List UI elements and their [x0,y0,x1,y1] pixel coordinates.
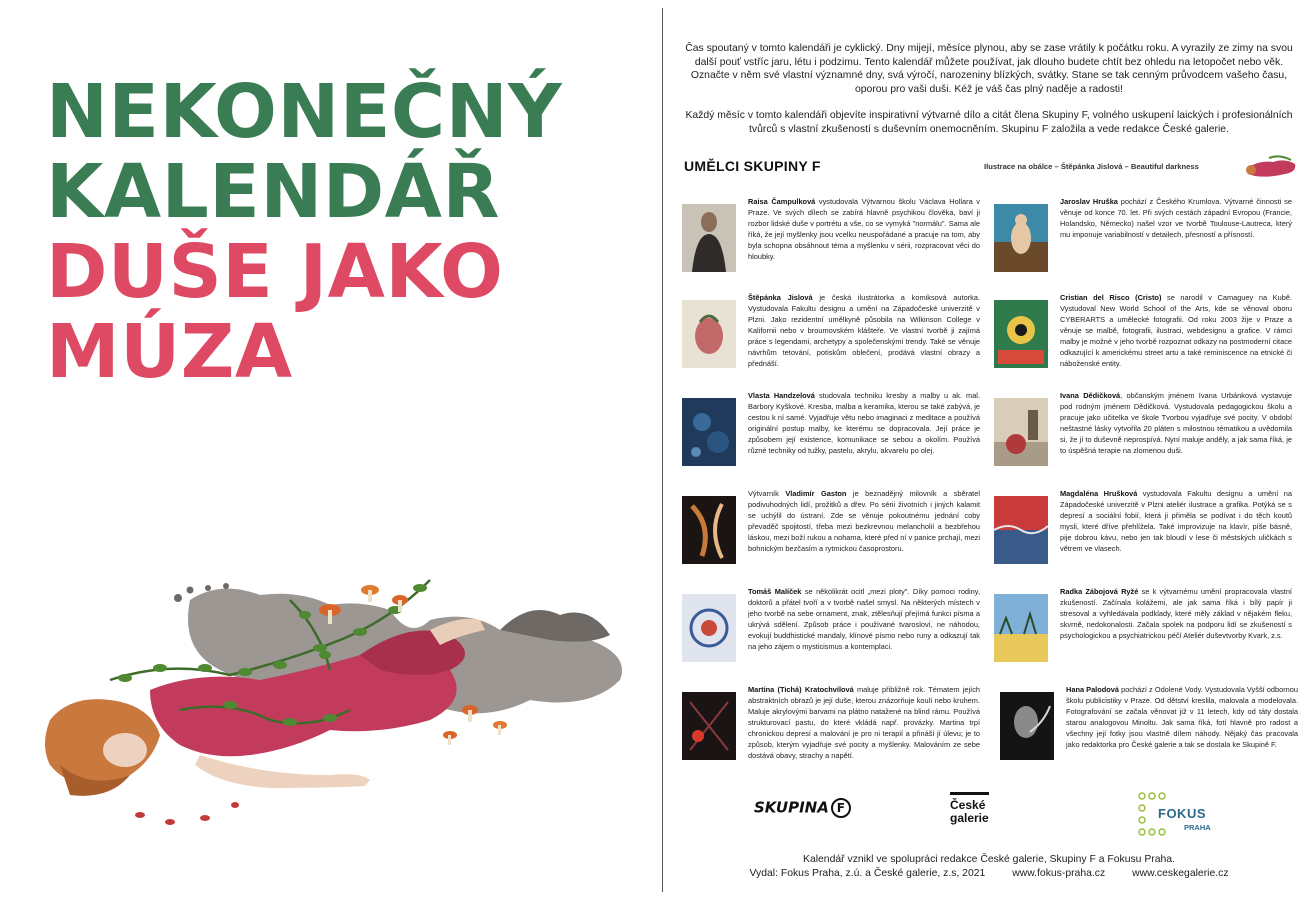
fokus-praha-logo [1134,788,1234,838]
cover-illustration-note: Ilustrace na obálce – Štěpánka Jislová – Beautiful darkness [984,162,1199,171]
artist-name: Raisa Čampulková [748,197,816,206]
artist-bio [748,586,980,652]
artist-bio [748,196,980,262]
skupina-logo-mark: F [831,798,851,818]
artist-name: Ivana Dědičková [1060,391,1121,400]
partner-logos [744,788,1264,838]
artist-entry [682,390,982,486]
footer-publisher: Vydal: Fokus Praha, z.ú. a České galerie, z.s, 2021 [749,868,986,879]
artwork-thumbnail [994,398,1048,466]
fokus-logo-name: FOKUS [1158,806,1206,821]
artist-name: Cristian del Risco (Cristo) [1060,293,1162,302]
artwork-thumbnail [994,204,1048,272]
artist-bio [748,488,980,554]
artist-name: Hana Palodová [1066,685,1120,694]
artist-bio [1060,488,1292,554]
artist-entry [994,488,1294,584]
artist-text: vystudovala Fakultu designu a umění na Západočeské univerzitě v Plzni ateliér ilustrace a grafika. Potýká se s depresí a sociální fobií, která ji přiměla se podívat i do těch koutů mysli, které dříve přehlížela. Také improvizuje na klavír, píše básně, pije dobrou kávu, nebo jen tak bloudí v lese či městských uličkách s větrem ve vlasech. [1060,489,1292,553]
artist-text: se narodil v Camaguey na Kubě. Vystudoval New World School of the Arts, kde se věnoval oboru CYBERARTS a umělecké fotografii. Od roku 2003 žije v Praze a věnuje se malbě, fotografii, ilustraci, webdesignu a grafice. V rámci malby je možné v jeho tvorbě rozpoznat odkazy na postmoderní citace odkazující k americkému street artu a také reminiscence na etnické či náboženské entity. [1060,293,1292,368]
artist-name: Martina (Tichá) Kratochvílová [748,685,854,694]
fokus-logo-city: PRAHA [1184,823,1211,832]
artist-name: Vlasta Handzelová [748,391,815,400]
artist-name: Tomáš Malíček [748,587,802,596]
artist-entry [1000,684,1300,780]
artist-bio [1060,196,1292,240]
artist-entry [994,586,1294,682]
artist-text: se několikrát ocitl „mezi ploty". Díky pomoci rodiny, doktorů a přátel tvoří a v tvorbě našel smysl. Na některých místech v jeho tvorbě na sebe ornament, znak, ztělesňují přejímá funkci písma a ukrývá sdělení. Způsob práce i používané tvarosloví, ne náhodou, evokují buddhistické mandaly, klínové písmo nebo runy a odkazují tak na jeho zájem o mysticismus a kontemplaci. [748,587,980,651]
artwork-thumbnail [994,300,1048,368]
artist-entry [682,196,982,292]
artist-bio [748,390,980,456]
artist-name: Štěpánka Jislová [748,293,813,302]
title-line-1: NEKONEČNÝ [46,69,563,155]
footer-line-1: Kalendář vznikl ve spolupráci redakce České galerie, Skupiny F a Fokusu Praha. [803,854,1175,865]
artist-entry [994,390,1294,486]
artist-text: , občanským jménem Ivana Urbánková vystavuje pod rodným jménem Dědičková. Vystudovala pedagogickou školu a pracuje jako učitelka ve škole Tvorbou vyjadřuje své pocity. V období neštastné lásky vytvořila 20 pláten s milostnou tématikou a uvědomila si, že jí to duševně neprospívá. Nyní maluje anděly, a jak sama říká, je to úspěšná terapie na zlomenou duši. [1060,391,1292,455]
artwork-thumbnail [682,300,736,368]
artwork-thumbnail [682,692,736,760]
artist-prefix: Výtvarník [748,489,786,498]
artwork-thumbnail [994,496,1048,564]
artwork-thumbnail [994,594,1048,662]
cover-illustration [30,560,650,835]
intro-text [684,42,1294,150]
artwork-thumbnail [1000,692,1054,760]
artwork-thumbnail [682,594,736,662]
ceske-logo-line1: České [950,798,986,812]
intro-paragraph-1: Čas spoutaný v tomto kalendáři je cyklický. Dny mijejí, měsíce plynou, aby se zase vrátily k počátku roku. A vyrazily ze zimy na svou další pouť vstříc jaru, létu i podzimu. Tento kalendář můžete používat, jak dlouho budete chtít bez ohledu na letopočet nebo věk. Označte v něm své vlastní významné dny, svá výročí, narozeniny blízkých, svátky. Stane se tak cenným průvodcem vašeho času, oporou pro vaši duši. Kéž je váš čas plný naděje a radosti! [685,43,1293,95]
artist-name: Radka Zábojová Ryžé [1060,587,1139,596]
footer-link-fokus[interactable]: www.fokus-praha.cz [1012,868,1106,879]
artist-entry [994,292,1294,388]
intro-paragraph-2: Každý měsíc v tomto kalendáři objevíte inspirativní výtvarné dílo a citát člena Skupiny F, volného uskupení laických i profesionálních tvůrců s vlastní zkušeností s duševním onemocněním. Skupinu F založila a vede redakce České galerie. [685,110,1293,135]
skupina-f-logo [754,798,851,818]
artist-bio [1060,586,1292,641]
ceske-galerie-logo [950,792,989,825]
artist-text: je beznadějný milovník a sběratel podivuhodných lidí, prožitků a dřev. Po sérii životních i jiných kalamit se uchýlil do ústraní. Zde se věnuje pokoutnému jednání coby převaděč spojitostí, třeba mezi bezkrevnou melancholií a bezbřehou láskou, mezi boží rukou a nohama, které před ní v panice prchají, mezi bohnickým bezčasím a rytmickou časoprostoru. [748,489,980,553]
info-page [664,0,1314,900]
artwork-thumbnail [682,496,736,564]
artist-text: se k výtvarnému umění propracovala vlastní zkušeností. Začínala kolážemi, ale jak sama říká i bílý papír ji stresoval a vyhledávala podklady, které měly základ v nějakém fleku, skvrně, nedokonalosti. Začala spolek na podporu lidí se zkušeností s psychologickou a psychiatrickou péčí Ateliér duševtvorby Kvark, z.s. [1060,587,1292,640]
artist-name: Vladimír Gaston [785,489,847,498]
footer-link-ceske[interactable]: www.ceskegalerie.cz [1132,868,1229,879]
cover-thumbnail [1239,150,1301,182]
artist-entry [682,292,982,388]
skupina-logo-text: SKUPINA [754,798,829,817]
artist-name: Jaroslav Hruška [1060,197,1118,206]
artist-text: vystudovala Výtvarnou školu Václava Hollara v Praze. Ve svých dílech se zabírá hlavně psychikou člověka, baví ji rozbor lidské duše v portrétu a vše, co se vymyká "normálu". Sama ale říká, že její myšlenky jsou vcelku neuspořádané a pracuje na tom, aby byla schopna obsáhnout téma a myšlenku v sérii, rozpracovat věci do hloubky. [748,197,980,261]
artist-entry [682,488,982,584]
cover-title [46,69,563,395]
artist-bio [1060,292,1292,369]
artist-entry [994,196,1294,292]
artist-entry [682,586,982,682]
page-divider [662,8,663,892]
artist-bio [1060,390,1292,456]
artist-text: pochází z Českého Krumlova. Výtvarné činnosti se věnuje od konce 70. let. Při svých cestách západní Evropou (Francie, Holandsko, Německo) našel vzor ve tvorbě Toulouse-Lautreca, který mu imponuje variabilností v detailech, přesností a přísností. [1060,197,1292,239]
artist-name: Magdaléna Hrušková [1060,489,1138,498]
artwork-thumbnail [682,398,736,466]
artist-entry [682,684,982,780]
artist-text: studovala techniku kresby a malby u ak. mal. Barbory Kyškové. Kresba, malba a keramika, kterou se také zabývá, je cestou k ní samé. Vyjadřuje větu nebo imaginaci z meditace a používá originální postup malby, ke kterému se dopracovala. Její práce je způsobem její existence, komunikace se sebou a okolím. Používá různé techniky od tužky, pastelu, akrylu, akvarelu po olej. [748,391,980,455]
title-line-4: MÚZA [46,309,293,395]
footer-line-2 [684,867,1294,881]
title-line-3: DUŠE JAKO [46,229,504,315]
artist-text: je česká ilustrátorka a komiksová autorka. Vystudovala Fakultu designu a umění na Západočeské univerzitě v Plzni. Jako rezidentní umělkyně působila na Wilkinson College v Kalifornii nebo v broumovském klášteře. Ve vlastní tvorbě ji zajímá práce s legendami, archetypy a společenskými trendy. Také se věnuje návrhům tetování, potiskům oblečení, prodává vlastní obrazy a přednáší. [748,293,981,368]
artwork-thumbnail [682,204,736,272]
footer [684,853,1294,881]
ceske-logo-line2: galerie [950,811,989,825]
artist-text: pochází z Odolené Vody. Vystudovala Vyšší odbornou školu publicistiky v Praze. Od dětství kreslila, malovala a modelovala. Fotografování se začala věnovat již v 11 letech, kdy od táty dostala starou analogovou Minoltu. Jak sama říká, fotí hlavně pro radost a všechny její fotky jsou vlastně dílem náhody. Nějaký čas pracovala jako redaktorka pro České galerie a tak se dostala ke Skupině F. [1066,685,1299,749]
artist-bio [748,292,980,369]
artist-bio [748,684,980,761]
artists-heading: UMĚLCI SKUPINY F [684,158,821,174]
artist-bio [1066,684,1298,750]
title-line-2: KALENDÁŘ [46,149,500,235]
artist-text: maluje přibližně rok. Tématem jejích abstraktních obrazů je její duše, kterou znázorňuje koulí nebo kruhem. Maluje akrylovými barvami na plátno natažené na blind rámu. Používá strukturovací pastu, do které vkládá např. provázky. Martina trpí chronickou depresí a malování je pro ni terapií a přináší jí úlevu; je to způsob, kterým vyjadřuje své pocity a myšlenky. Malováním ze sebe dostává obavy, strachy a napětí. [748,685,980,760]
